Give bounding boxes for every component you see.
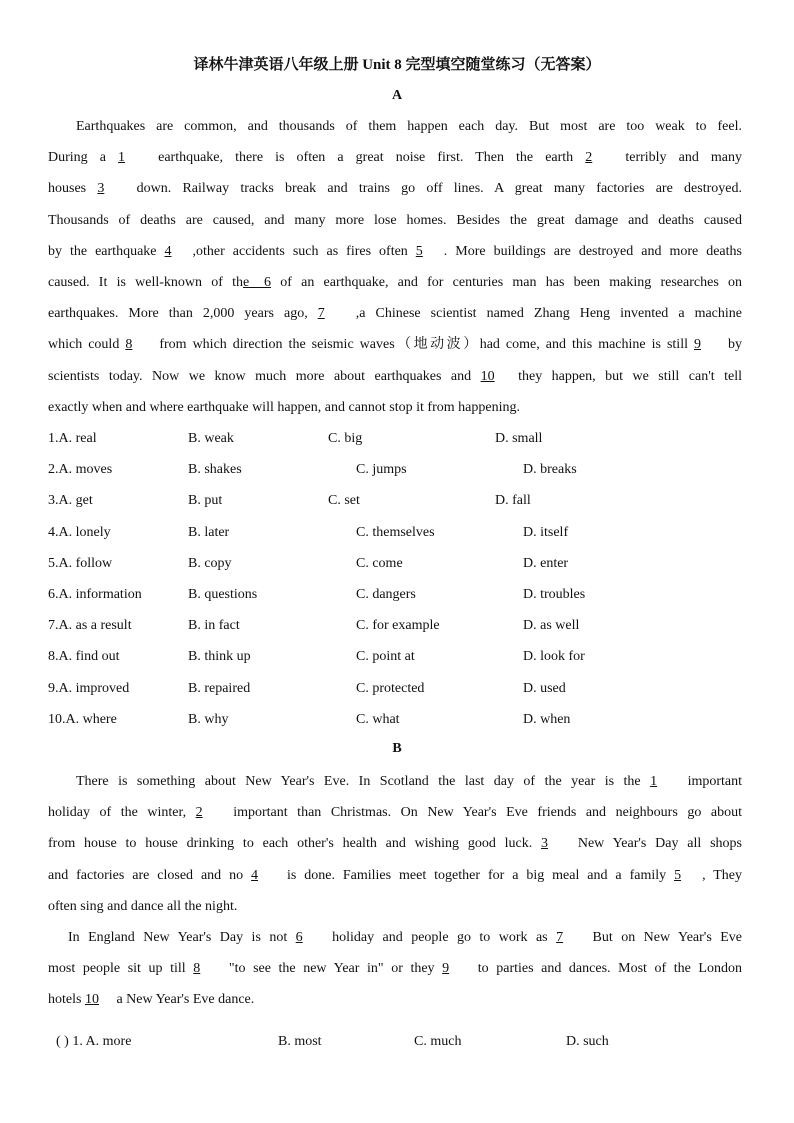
- passage-line: [48, 205, 742, 236]
- passage-line: [48, 236, 742, 267]
- option-row: [48, 517, 748, 548]
- passage-text: down. Railway tracks break and trains go off lines. A great many factories are destroyed.: [125, 181, 742, 197]
- passage-text: by the earthquake: [48, 243, 165, 259]
- option-choice[interactable]: D. small: [495, 431, 543, 446]
- passage-text: and factories are closed and no: [48, 867, 252, 883]
- passage-line: [48, 142, 742, 173]
- passage-line: [48, 953, 742, 984]
- option-choice[interactable]: C. big: [328, 431, 363, 446]
- passage-line: [48, 984, 742, 1015]
- section-b-heading: B: [392, 741, 402, 756]
- passage-text: earthquakes. More than 2,000 years ago,: [48, 306, 318, 322]
- answer-blank: 10: [480, 368, 495, 384]
- option-choice[interactable]: D. enter: [523, 555, 569, 571]
- option-choice[interactable]: 10.A. where: [48, 711, 117, 727]
- option-row: [48, 641, 748, 672]
- option-choice[interactable]: 6.A. information: [48, 586, 142, 602]
- answer-blank: 7: [317, 306, 325, 322]
- option-choice[interactable]: C. for example: [356, 618, 440, 634]
- option-choice[interactable]: 8.A. find out: [48, 649, 120, 665]
- option-choice[interactable]: 5.A. follow: [48, 555, 113, 571]
- option-choice[interactable]: C. dangers: [356, 586, 416, 602]
- option-choice[interactable]: D. when: [523, 711, 571, 727]
- passage-text: houses: [48, 181, 98, 197]
- passage-text: exactly when and where earthquake will happen, and cannot stop it from happening.: [48, 399, 520, 415]
- passage-text: hotels: [48, 992, 85, 1008]
- option-choice[interactable]: B. why: [188, 711, 229, 727]
- option-choice[interactable]: D. fall: [495, 493, 531, 509]
- answer-blank: 9: [694, 337, 701, 353]
- option-choice[interactable]: 9.A. improved: [48, 680, 130, 696]
- passage-text: to parties and dances. Most of the London: [470, 961, 742, 977]
- section-a-options: [48, 423, 748, 735]
- option-row: [48, 579, 748, 610]
- passage-text: New Year's Day all shops: [569, 836, 742, 852]
- passage-text: "to see the new Year in" or they: [221, 961, 443, 977]
- passage-line: [48, 111, 742, 142]
- passage-text: scientists today. Now we know much more about earthquakes and: [48, 368, 481, 384]
- passage-text: a New Year's Eve dance.: [112, 992, 255, 1008]
- option-choice[interactable]: C. what: [356, 711, 400, 727]
- passage-text: In England New Year's Day is not: [68, 929, 296, 945]
- passage-text: earthquake, there is often a great noise first. Then the earth: [146, 150, 586, 166]
- passage-text: important: [678, 774, 742, 789]
- passage-text: most people sit up till: [48, 961, 194, 977]
- answer-blank: 5: [415, 243, 423, 259]
- option-row: [48, 548, 748, 579]
- passage-text: There is something about New Year's Eve. In Scotland the last day of the year is the: [76, 774, 651, 789]
- answer-blank: 7: [556, 929, 564, 945]
- option-choice[interactable]: D. breaks: [523, 462, 577, 478]
- option-choice[interactable]: B. later: [188, 524, 230, 540]
- passage-text: from house to house drinking to each other's health and wishing good luck.: [48, 836, 542, 852]
- passage-text: But on New Year's Eve: [584, 929, 742, 945]
- section-a-heading: A: [391, 88, 403, 103]
- option-row: [48, 704, 748, 735]
- passage-text: terribly and many: [613, 150, 742, 166]
- option-choice[interactable]: 2.A. moves: [48, 462, 113, 478]
- answer-blank: 9: [442, 961, 450, 977]
- passage-text: which could: [48, 337, 126, 353]
- option-choice[interactable]: B. repaired: [188, 680, 251, 696]
- passage-line: [48, 267, 742, 298]
- passage-text: caused. It is well-known of th: [48, 274, 244, 290]
- option-choice[interactable]: B. think up: [188, 649, 251, 665]
- answer-blank: 1: [650, 774, 658, 789]
- option-choice[interactable]: 7.A. as a result: [48, 618, 132, 634]
- answer-blank: 4: [251, 867, 259, 883]
- passage-text: is done. Families meet together for a big meal and a family: [279, 867, 675, 883]
- passage-line: [48, 891, 742, 922]
- passage-text: ,other accidents such as fires often: [192, 243, 416, 259]
- option-choice[interactable]: D. used: [523, 680, 566, 696]
- answer-blank: 2: [195, 805, 203, 821]
- option-row: [48, 610, 748, 641]
- option-row: [48, 485, 748, 516]
- passage-text: of an earthquake, and for centuries man has been making researches on: [271, 274, 742, 290]
- passage-line: [48, 392, 742, 423]
- option-choice[interactable]: B. questions: [188, 586, 258, 602]
- passage-text: by: [722, 337, 743, 353]
- option-choice[interactable]: D. as well: [523, 618, 580, 634]
- section-a-passage: [48, 111, 742, 423]
- option-choice[interactable]: 3.A. get: [48, 493, 93, 509]
- option-choice[interactable]: B. in fact: [188, 618, 240, 634]
- passage-line: [48, 860, 742, 891]
- option-choice[interactable]: C. come: [356, 555, 403, 571]
- answer-blank: e 6: [243, 274, 272, 290]
- option-row: [48, 423, 748, 454]
- passage-text: . More buildings are destroyed and more deaths: [443, 243, 742, 259]
- answer-blank: 4: [164, 243, 172, 259]
- option-choice[interactable]: B. most: [278, 1034, 322, 1049]
- option-choice[interactable]: D. such: [566, 1034, 609, 1049]
- question-number-choice-a[interactable]: ( ) 1. A. more: [56, 1034, 132, 1049]
- passage-text: they happen, but we still can't tell: [508, 368, 742, 384]
- passage-line: [48, 173, 742, 204]
- passage-text: from which direction the seismic waves（地动波）had come, and this machine is still: [153, 337, 694, 353]
- option-row: [48, 673, 748, 704]
- option-choice[interactable]: C. themselves: [356, 524, 435, 540]
- option-choice[interactable]: 4.A. lonely: [48, 524, 111, 540]
- option-choice[interactable]: D. look for: [523, 649, 585, 665]
- passage-line: [48, 797, 742, 828]
- answer-blank: 3: [97, 181, 105, 197]
- passage-text: important than Christmas. On New Year's Eve friends and neighbours go about: [223, 805, 742, 821]
- answer-blank: 3: [541, 836, 549, 852]
- option-choice[interactable]: B. put: [188, 493, 223, 509]
- option-choice[interactable]: C. protected: [356, 680, 425, 696]
- page-title: 译林牛津英语八年级上册 Unit 8 完型填空随堂练习（无答案）: [193, 57, 601, 73]
- section-b-passage: [48, 766, 742, 1016]
- passage-text: often sing and dance all the night.: [48, 898, 238, 914]
- option-choice[interactable]: 1.A. real: [48, 431, 97, 446]
- option-choice[interactable]: C. jumps: [356, 462, 407, 478]
- option-choice[interactable]: D. troubles: [523, 586, 586, 602]
- option-choice[interactable]: D. itself: [523, 524, 569, 540]
- option-choice[interactable]: B. weak: [188, 431, 234, 446]
- passage-line: [48, 329, 742, 360]
- answer-blank: 1: [118, 150, 126, 166]
- passage-line: [48, 922, 742, 953]
- passage-text: Thousands of deaths are caused, and many more lose homes. Besides the great damage and deaths caused: [48, 212, 742, 228]
- passage-text: holiday of the winter,: [48, 805, 196, 821]
- passage-line: [48, 828, 742, 859]
- option-choice[interactable]: C. point at: [356, 649, 415, 665]
- answer-blank: 10: [84, 992, 99, 1008]
- passage-text: During a: [48, 150, 119, 166]
- option-choice[interactable]: B. copy: [188, 555, 232, 571]
- option-choice[interactable]: C. much: [414, 1034, 462, 1049]
- answer-blank: 5: [674, 867, 682, 883]
- answer-blank: 8: [125, 337, 133, 353]
- passage-line: [48, 766, 742, 797]
- option-choice[interactable]: B. shakes: [188, 462, 242, 478]
- answer-blank: 8: [193, 961, 201, 977]
- passage-text: holiday and people go to work as: [323, 929, 557, 945]
- answer-blank: 2: [585, 150, 593, 166]
- option-choice[interactable]: C. set: [328, 493, 360, 509]
- passage-text: ,a Chinese scientist named Zhang Heng invented a machine: [345, 306, 742, 322]
- passage-line: [48, 361, 742, 392]
- answer-blank: 6: [295, 929, 303, 945]
- passage-text: , They: [702, 867, 743, 883]
- passage-text: Earthquakes are common, and thousands of them happen each day. But most are too weak to feel.: [76, 119, 742, 134]
- option-row: [48, 454, 748, 485]
- passage-line: [48, 298, 742, 329]
